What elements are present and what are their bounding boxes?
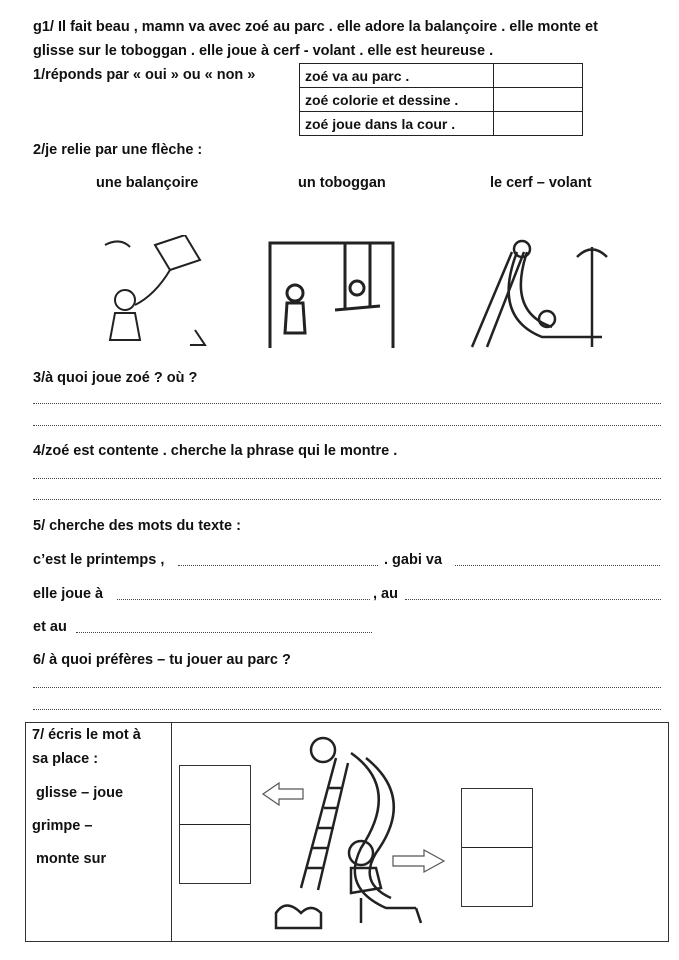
answer-line[interactable] — [117, 599, 370, 600]
q4-label: 4/zoé est contente . cherche la phrase qui le montre . — [33, 443, 398, 459]
answer-line[interactable] — [33, 709, 661, 710]
text-line-2: glisse sur le toboggan . elle joue à cerf - volant . elle est heureuse . — [33, 43, 494, 59]
word-option: grimpe – — [32, 818, 93, 834]
answer-line[interactable] — [405, 599, 661, 600]
answer-box-right[interactable] — [461, 788, 533, 907]
q1-label: 1/réponds par « oui » ou « non » — [33, 67, 256, 83]
answer-cell[interactable] — [494, 64, 583, 88]
q3-label: 3/à quoi joue zoé ? où ? — [33, 370, 198, 386]
q7-label: sa place : — [32, 751, 99, 767]
q5-prompt: , au — [373, 586, 398, 602]
answer-line[interactable] — [455, 565, 660, 566]
divider — [171, 723, 172, 941]
table-row — [300, 112, 583, 136]
word-kite: le cerf – volant — [490, 175, 592, 191]
answer-line[interactable] — [76, 632, 372, 633]
answer-line[interactable] — [33, 687, 661, 688]
word-option: monte sur — [36, 851, 107, 867]
answer-line[interactable] — [33, 499, 661, 500]
answer-box-left[interactable] — [179, 765, 251, 884]
q6-label: 6/ à quoi préfères – tu jouer au parc ? — [33, 652, 291, 668]
q5-label: 5/ cherche des mots du texte : — [33, 518, 241, 534]
statement: zoé colorie et dessine . — [300, 88, 494, 112]
word-option: glisse – joue — [36, 785, 124, 801]
kite-child-image — [85, 235, 225, 355]
statement: zoé va au parc . — [300, 64, 494, 88]
swing-image — [265, 238, 395, 353]
q7-label: 7/ écris le mot à — [32, 727, 141, 743]
slide-image — [462, 237, 632, 355]
answer-cell[interactable] — [494, 88, 583, 112]
table-row — [300, 88, 583, 112]
yes-no-table — [299, 63, 583, 136]
q5-prompt: et au — [33, 619, 67, 635]
q2-label: 2/je relie par une flèche : — [33, 142, 203, 158]
answer-cell[interactable] — [494, 112, 583, 136]
slide-climb-image — [266, 728, 426, 933]
answer-line[interactable] — [33, 478, 661, 479]
word-swing: une balançoire — [96, 175, 199, 191]
q7-box — [25, 722, 669, 942]
text-line-1: g1/ Il fait beau , mamn va avec zoé au parc . elle adore la balançoire . elle monte et — [33, 19, 598, 35]
word-slide: un toboggan — [298, 175, 386, 191]
answer-line[interactable] — [178, 565, 378, 566]
table-row — [300, 64, 583, 88]
q5-prompt: c’est le printemps , — [33, 552, 165, 568]
answer-line[interactable] — [33, 425, 661, 426]
statement: zoé joue dans la cour . — [300, 112, 494, 136]
q5-prompt: elle joue à — [33, 586, 104, 602]
answer-line[interactable] — [33, 403, 661, 404]
q5-prompt: . gabi va — [384, 552, 443, 568]
